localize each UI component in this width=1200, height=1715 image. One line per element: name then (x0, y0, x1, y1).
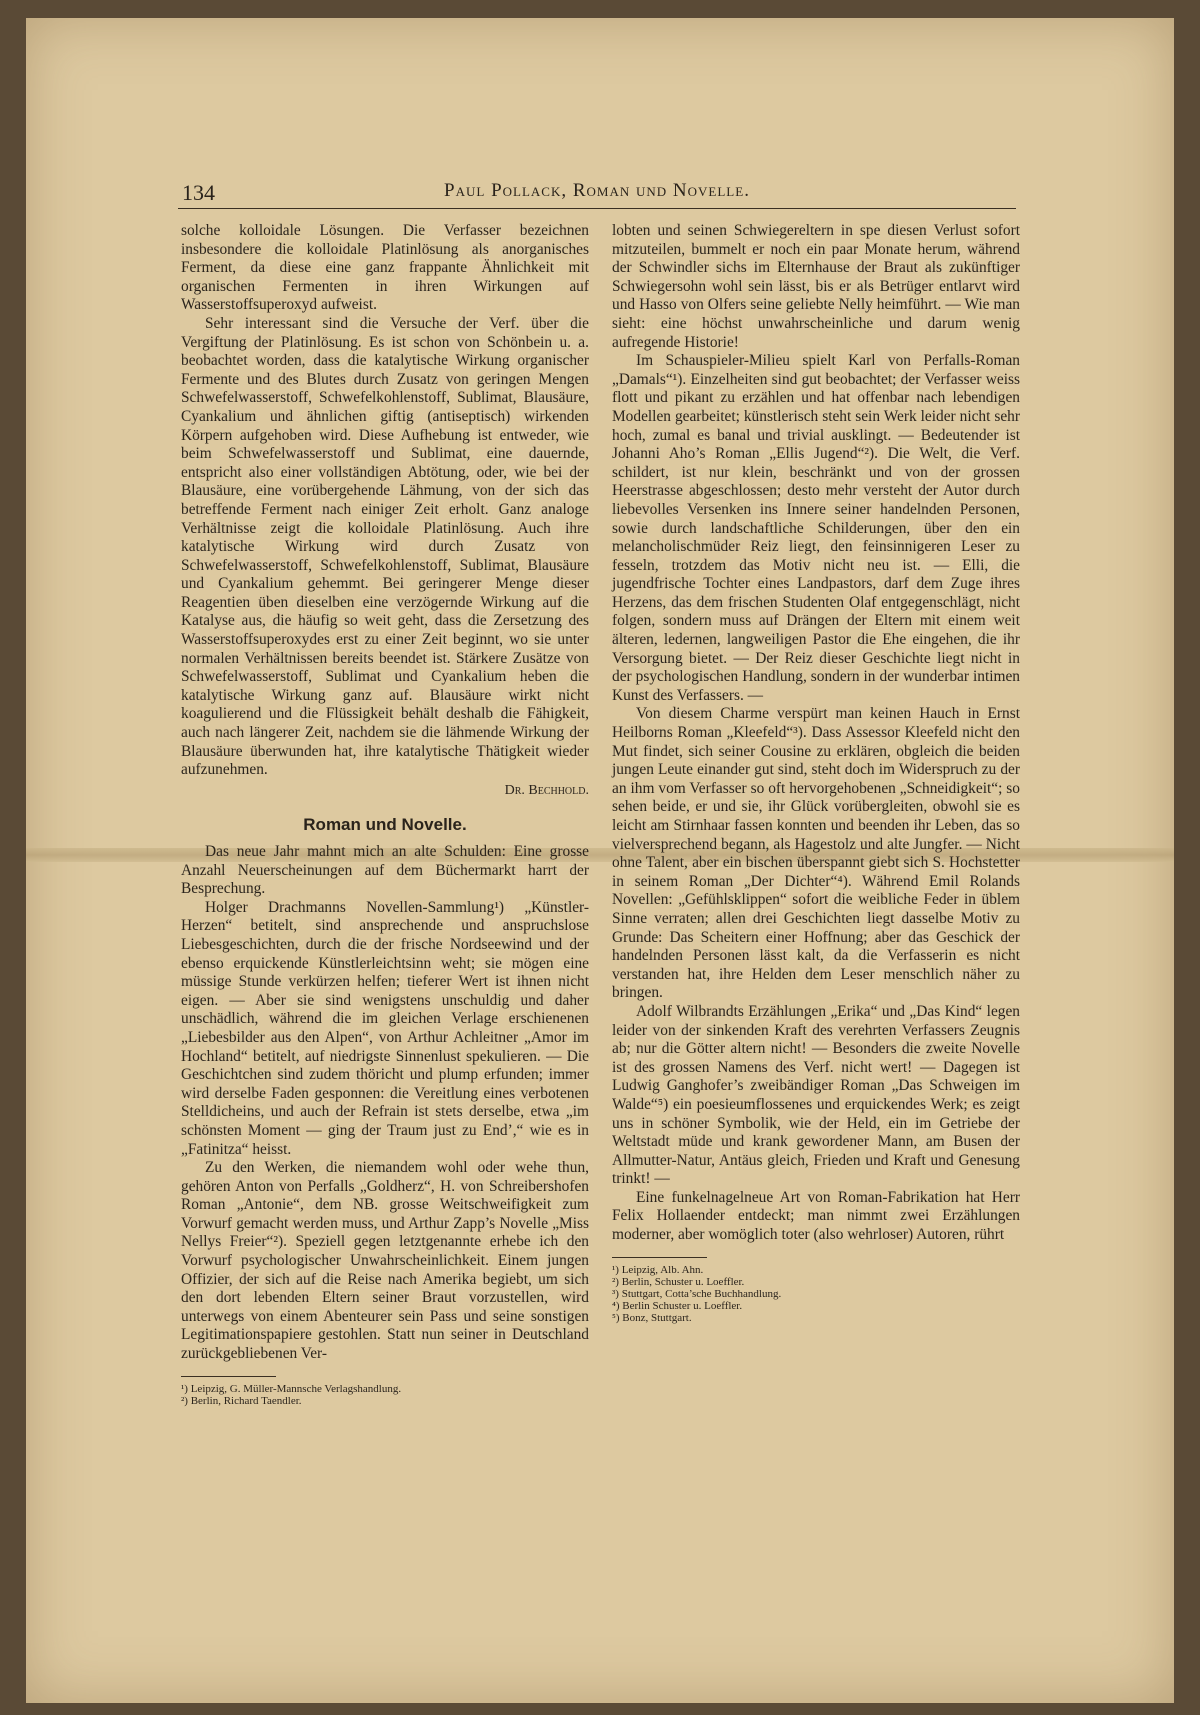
paragraph: Sehr interessant sind die Versuche der Verf. über die Vergiftung der Platinlösung. Es ist schon von Schönbein u. a. beobachtet worden, dass die katalytische Wirkung organischer Fermente und des Blutes durch Zusatz von geringen Mengen Schwefelwasserstoff, Schwefelkohlenstoff, Sublimat, Blausäure, Cyankalium und ähnlichen giftig (antiseptisch) wirkenden Körpern aufgehoben wird. Diese Aufhebung ist entweder, wie beim Schwefelwasserstoff und Sublimat, eine dauernde, entspricht also einer vollständigen Abtötung, oder, wie bei der Blausäure, eine vorübergehende Lähmung, von der sich das betreffende Ferment nach einiger Zeit erholt. Ganz analoge Verhältnisse zeigt die kolloidale Platinlösung. Auch ihre katalytische Wirkung wird durch Zusatz von Schwefelwasserstoff, Schwefelkohlenstoff, Sublimat, Blausäure und Cyankalium gehemmt. Bei geringerer Menge dieser Reagentien üben dieselben eine verzögernde Wirkung auf die Katalyse aus, die häufig so weit geht, dass die Zersetzung des Wasserstoffsuperoxydes erst zu einer Zeit beginnt, wo sie unter normalen Verhältnissen bereits beendet ist. Stärkere Zusätze von Schwefelwasserstoff, Sublimat und Cyankalium heben die katalytische Wirkung ganz auf. Blausäure wirkt nicht koagulierend und die Flüssigkeit behält deshalb die Fähigkeit, auch nach längerer Zeit, nachdem sie die lähmende Wirkung der Blausäure überwunden hat, ihre katalytische Thätigkeit wieder aufzunehmen. (181, 314, 589, 779)
footnote-list (612, 1264, 1020, 1324)
running-head: Paul Pollack, Roman und Novelle. (444, 180, 750, 201)
paragraph: solche kolloidale Lösungen. Die Verfasser bezeichnen insbesondere die kolloidale Platinlösung als anorganisches Ferment, da diese eine ganz frappante Ähnlichkeit mit organischen Fermenten in ihren Wirkungen auf Wasserstoffsuperoxyd aufweist. (181, 222, 589, 314)
footnote: ¹) Leipzig, Alb. Ahn. (612, 1263, 704, 1276)
footnote-list (181, 1383, 589, 1407)
paragraph: Holger Drachmanns Novellen-Sammlung¹) „Künstler-Herzen“ betitelt, sind ansprechende und anspruchslose Liebesgeschichten, durch die der frische Nordseewind und der ebenso erquickende Künstlerleichtsinn weht; sie mögen eine müssige Stunde verkürzen helfen; tieferer Wert ist ihnen nicht eigen. — Aber sie sind wenigstens unschuldig und daher unschädlich, während die im gleichen Verlage erschienenen „Liebesbilder aus den Alpen“, von Arthur Achleitner „Amor im Hochland“ betitelt, auf niedrigste Sinnenlust spekulieren. — Die Geschichtchen sind zudem thöricht und plump erfunden; immer wird derselbe Faden gesponnen: die Vereitlung eines verbotenen Stelldicheins, und auch der Refrain ist stets derselbe, etwa „im schönsten Moment — ging der Traum just zu End’,“ wie es in „Fatinitza“ heisst. (181, 898, 589, 1158)
footnote-rule (181, 1376, 276, 1377)
page-header (178, 178, 1016, 209)
right-column (612, 222, 1020, 1324)
footnote: ³) Stuttgart, Cotta’sche Buchhandlung. (612, 1287, 782, 1300)
paragraph: Von diesem Charme verspürt man keinen Hauch in Ernst Heilborns Roman „Kleefeld“³). Dass Assessor Kleefeld nicht den Mut findet, sich seiner Cousine zu erklären, obgleich die beiden jungen Leute einander gut sind, steht doch im Widerspruch zu der an ihm vom Verfasser so oft hervorgehobenen „Schneidigkeit“; so sehen beide, er und sie, ihr Glück vorübergleiten, obwohl sie es leicht am Stirnhaar fassen konnten und beenden ihr Leben, das so vielversprechend begann, als Hagestolz und alte Jungfer. — Nicht ohne Talent, aber ein bischen überspannt giebt sich S. Hochstetter in seinem Roman „Der Dichter“⁴). Während Emil Rolands Novellen: „Gefühlsklippen“ sofort die weibliche Feder in üblem Sinne verraten; allen drei Geschichten liegt dasselbe Motiv zu Grunde: Das Scheitern einer Hoffnung; aber das Geschick der handelnden Personen lässt kalt, da die Verfasserin es nicht verstanden hat, ihre Helden dem Leser menschlich näher zu bringen. (612, 705, 1020, 1002)
footnote: ⁴) Berlin Schuster u. Loeffler. (612, 1299, 743, 1312)
paragraph: Eine funkelnagelneue Art von Roman-Fabrikation hat Herr Felix Hollaender entdeckt; man nimmt zwei Erzählungen moderner, aber womöglich toter (also wehrloser) Autoren, rührt (612, 1188, 1020, 1244)
paragraph: lobten und seinen Schwiegereltern in spe diesen Verlust sofort mitzuteilen, bummelt er noch ein paar Monate herum, während der Schwindler sichs im Elternhause der Braut als zukünftiger Schwiegersohn wohl sein lässt, bis er als Betrüger entlarvt wird und Hasso von Olfers seine geliebte Nelly heimführt. — Wie man sieht: eine höchst unwahrscheinliche und darum wenig aufregende Historie! (612, 222, 1020, 351)
left-column (181, 222, 589, 1407)
page-number: 134 (182, 180, 215, 205)
footnote: ²) Berlin, Richard Taendler. (181, 1394, 302, 1407)
footnote: ¹) Leipzig, G. Müller-Mannsche Verlagshandlung. (181, 1382, 402, 1395)
signature: Dr. Bechhold. (504, 782, 589, 798)
paragraph: Das neue Jahr mahnt mich an alte Schulden: Eine grosse Anzahl Neuerscheinungen auf dem Büchermarkt harrt der Besprechung. (181, 843, 589, 898)
paragraph: Zu den Werken, die niemandem wohl oder wehe thun, gehören Anton von Perfalls „Goldherz“, H. von Schreibershofen Roman „Antonie“, dem NB. grosse Weitschweifigkeit zum Vorwurf gemacht werden muss, und Arthur Zapp’s Novelle „Miss Nellys Freier“²). Speziell gegen letztgenannte erhebe ich den Vorwurf psychologischer Unwahrscheinlichkeit. Einem jungen Offizier, der sich auf die Reise nach Amerika begiebt, um sich den dort lebenden Eltern seiner Braut vorzustellen, wird unterwegs von einem Abenteurer sein Pass und seine sonstigen Legitimationspapiere gestohlen. Statt nun seiner in Deutschland zurückgebliebenen Ver- (181, 1159, 589, 1363)
footnote-rule (612, 1257, 707, 1258)
footnote: ²) Berlin, Schuster u. Loeffler. (612, 1275, 745, 1288)
section-title: Roman und Novelle. (303, 815, 467, 835)
paragraph: Im Schauspieler-Milieu spielt Karl von Perfalls-Roman „Damals“¹). Einzelheiten sind gut beobachtet; der Verfasser weiss flott und pikant zu erzählen und hat offenbar nach lebendigen Modellen gearbeitet; künstlerisch steht sein Werk leider nicht sehr hoch, zumal es banal und trivial ausklingt. — Bedeutender ist Johanni Aho’s Roman „Ellis Jugend“²). Die Welt, die Verf. schildert, ist nur klein, beschränkt und von der grossen Heerstrasse abgeschlossen; desto mehr versteht der Autor durch liebevolles Versenken ins Innere seiner handelnden Personen, sowie durch landschaftliche Schilderungen, über den ein melancholischmüder Reiz liegt, den feinsinnigeren Leser zu fesseln, trotzdem das Motiv nicht neu ist. — Elli, die jugendfrische Tochter eines Landpastors, darf dem Zuge ihres Herzens, das dem frischen Studenten Olaf entgegenschlägt, nicht folgen, sondern muss auf Drängen der Eltern mit einem weit älteren, ledernen, langweiligen Pastor die Ehe eingehen, die ihr Versorgung bietet. — Der Reiz dieser Geschichte liegt nicht in der psychologischen Handlung, sondern in der wunderbar intimen Kunst des Verfassers. — (612, 352, 1020, 704)
paragraph: Adolf Wilbrandts Erzählungen „Erika“ und „Das Kind“ legen leider von der sinkenden Kraft des verehrten Verfassers Zeugnis ab; nur die Götter altern nicht! — Besonders die zweite Novelle ist des grossen Namens des Verf. nicht wert! — Dagegen ist Ludwig Ganghofer’s zweibändiger Roman „Das Schweigen im Walde“⁵) ein poesieumflossenes und erquickendes Werk; es zeigt uns in schöner Symbolik, wie der Held, ein im Getriebe der Weltstadt müde und krank gewordener Mann, am Busen der Allmutter-Natur, Antäus gleich, Frieden und Kraft und Genesung trinkt! — (612, 1002, 1020, 1188)
footnote: ⁵) Bonz, Stuttgart. (612, 1311, 692, 1324)
